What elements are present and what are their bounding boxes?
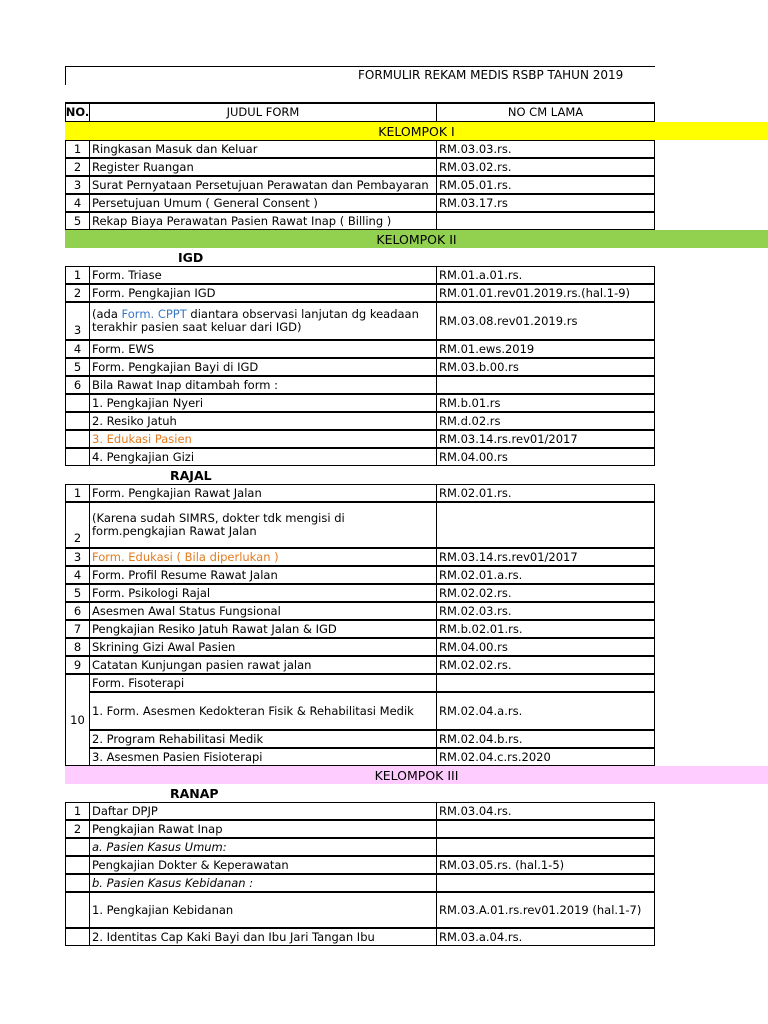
row-code [437,874,655,892]
header-code: NO CM LAMA [437,102,655,122]
row-title [90,502,437,548]
column-header-row [0,102,768,122]
table-row [0,874,768,892]
row-number: 4 [65,340,90,358]
row-title: 2. Identitas Cap Kaki Bayi dan Ibu Jari Tangan Ibu [90,928,437,946]
row-number: 1 [65,266,90,284]
row-number: 1 [65,484,90,502]
row-number: 5 [65,212,90,230]
group-band [0,122,768,140]
row-number: 2 [65,820,90,838]
row-title-text: (Karena sudah SIMRS, dokter tdk mengisi di [92,511,345,525]
row-title: 3. Asesmen Pasien Fisioterapi [90,748,437,766]
table-row [0,194,768,212]
row-code: RM.d.02.rs [437,412,655,430]
row-title: 1. Pengkajian Kebidanan [90,892,437,928]
row-number: 2 [65,158,90,176]
row-code [437,674,655,692]
row-code: RM.02.04.b.rs. [437,730,655,748]
row-title: 1. Pengkajian Nyeri [90,394,437,412]
row-title: Form. Profil Resume Rawat Jalan [90,566,437,584]
table-row [0,802,768,820]
row-number: 3 [65,176,90,194]
row-code [437,820,655,838]
table-row [0,484,768,502]
row-number [65,394,90,412]
table-row [0,212,768,230]
row-code: RM.03.14.rs.rev01/2017 [437,430,655,448]
header-no: NO. [65,102,90,122]
row-code: RM.04.00.rs [437,638,655,656]
row-code: RM.02.01.a.rs. [437,566,655,584]
row-title-line: form.pengkajian Rawat Jalan [92,524,257,538]
table-row [0,656,768,674]
row-number: 4 [65,566,90,584]
row-number: 7 [65,620,90,638]
row-title: 4. Pengkajian Gizi [90,448,437,466]
row-title [90,302,437,340]
table-row [0,548,768,566]
row-title: Rekap Biaya Perawatan Pasien Rawat Inap ( Billing ) [90,212,437,230]
table-row [0,502,768,548]
row-code: RM.03.17.rs [437,194,655,212]
row-number [65,874,90,892]
row-title: Form. EWS [90,340,437,358]
row-number [65,412,90,430]
group-band [0,766,768,784]
row-title: Form. Fisoterapi [90,674,437,692]
table-row [0,140,768,158]
row-number: 4 [65,194,90,212]
row-title: b. Pasien Kasus Kebidanan : [90,874,437,892]
row-code: RM.02.02.rs. [437,584,655,602]
row-number: 2 [65,502,90,548]
row-code: RM.03.14.rs.rev01/2017 [437,548,655,566]
row-number: 8 [65,638,90,656]
row-number: 10 [65,674,90,766]
row-title: a. Pasien Kasus Umum: [90,838,437,856]
table-row [0,448,768,466]
row-title: 2. Resiko Jatuh [90,412,437,430]
row-title: Daftar DPJP [90,802,437,820]
row-code: RM.02.03.rs. [437,602,655,620]
table-row [0,158,768,176]
group-band-label: KELOMPOK III [65,766,768,784]
row-title-text: diantara observasi lanjutan dg keadaan [186,307,419,321]
row-code: RM.b.01.rs [437,394,655,412]
row-code: RM.02.02.rs. [437,656,655,674]
row-code: RM.05.01.rs. [437,176,655,194]
row-code: RM.03.04.rs. [437,802,655,820]
table-row [0,284,768,302]
table-row [0,176,768,194]
table-row [0,838,768,856]
table-row [0,302,768,340]
table-row [0,638,768,656]
row-title: Pengkajian Rawat Inap [90,820,437,838]
row-title: 1. Form. Asesmen Kedokteran Fisik & Rehabilitasi Medik [90,692,437,730]
table-row [0,566,768,584]
row-code: RM.01.a.01.rs. [437,266,655,284]
row-title: 2. Program Rehabilitasi Medik [90,730,437,748]
row-code: RM.04.00.rs [437,448,655,466]
row-number [65,856,90,874]
row-number [65,838,90,856]
row-code: RM.03.a.04.rs. [437,928,655,946]
row-number [65,892,90,928]
row-title: Pengkajian Dokter & Keperawatan [90,856,437,874]
row-code: RM.02.01.rs. [437,484,655,502]
row-title-text: (ada [92,307,122,321]
table-row [0,358,768,376]
row-number [65,928,90,946]
row-title: Catatan Kunjungan pasien rawat jalan [90,656,437,674]
form-link-cppt[interactable]: Form. CPPT [121,307,187,321]
row-number: 2 [65,284,90,302]
group-band-label: KELOMPOK II [65,230,768,248]
row-title-line: terakhir pasien saat keluar dari IGD) [92,320,302,334]
header-title: JUDUL FORM [90,102,437,122]
table-row [0,620,768,638]
section-label: RAJAL [170,467,212,483]
section-heading [0,784,768,802]
row-number [65,430,90,448]
row-title: Bila Rawat Inap ditambah form : [90,376,437,394]
row-code [437,502,655,548]
row-title: Surat Pernyataan Persetujuan Perawatan dan Pembayaran [90,176,437,194]
row-number: 6 [65,602,90,620]
page-title: FORMULIR REKAM MEDIS RSBP TAHUN 2019 [358,68,624,82]
table-row [0,856,768,874]
row-code: RM.02.04.a.rs. [437,692,655,730]
section-heading [0,248,768,266]
table-row [0,928,768,946]
row-number: 3 [65,302,90,340]
row-code: RM.03.A.01.rs.rev01.2019 (hal.1-7) [437,892,655,928]
table-row [0,266,768,284]
group-band-label: KELOMPOK I [65,122,768,140]
row-number: 3 [65,548,90,566]
row-number: 9 [65,656,90,674]
section-label: IGD [178,249,204,265]
group-band [0,230,768,248]
table-row [0,430,768,448]
row-code: RM.01.ews.2019 [437,340,655,358]
table-row [0,820,768,838]
row-title: Pengkajian Resiko Jatuh Rawat Jalan & IGD [90,620,437,638]
row-title: Form. Pengkajian IGD [90,284,437,302]
row-number: 6 [65,376,90,394]
row-title: Skrining Gizi Awal Pasien [90,638,437,656]
row-number [65,448,90,466]
row-number: 1 [65,140,90,158]
title-left-rule [65,66,66,85]
row-title: Form. Psikologi Rajal [90,584,437,602]
row-code [437,838,655,856]
section-heading [0,466,768,484]
table-row [0,340,768,358]
table-row [0,892,768,928]
row-code: RM.03.08.rev01.2019.rs [437,302,655,340]
row-title: Form. Edukasi ( Bila diperlukan ) [90,548,437,566]
row-title: Asesmen Awal Status Fungsional [90,602,437,620]
row-title: Register Ruangan [90,158,437,176]
row-title: Form. Pengkajian Bayi di IGD [90,358,437,376]
section-label: RANAP [170,785,219,801]
row-code [437,212,655,230]
table-row [0,394,768,412]
row-code: RM.03.05.rs. (hal.1-5) [437,856,655,874]
table-row [0,376,768,394]
row-number: 1 [65,802,90,820]
table-row [0,602,768,620]
table-row-group [0,674,768,766]
row-code: RM.01.01.rev01.2019.rs.(hal.1-9) [437,284,655,302]
table-row [0,584,768,602]
row-code: RM.02.04.c.rs.2020 [437,748,655,766]
row-number: 5 [65,584,90,602]
row-title: Ringkasan Masuk dan Keluar [90,140,437,158]
row-code: RM.b.02.01.rs. [437,620,655,638]
row-title: 3. Edukasi Pasien [90,430,437,448]
row-code [437,376,655,394]
row-title: Form. Triase [90,266,437,284]
row-code: RM.03.b.00.rs [437,358,655,376]
row-number: 5 [65,358,90,376]
row-code: RM.03.03.rs. [437,140,655,158]
row-code: RM.03.02.rs. [437,158,655,176]
table-row [0,412,768,430]
row-title: Form. Pengkajian Rawat Jalan [90,484,437,502]
row-title: Persetujuan Umum ( General Consent ) [90,194,437,212]
